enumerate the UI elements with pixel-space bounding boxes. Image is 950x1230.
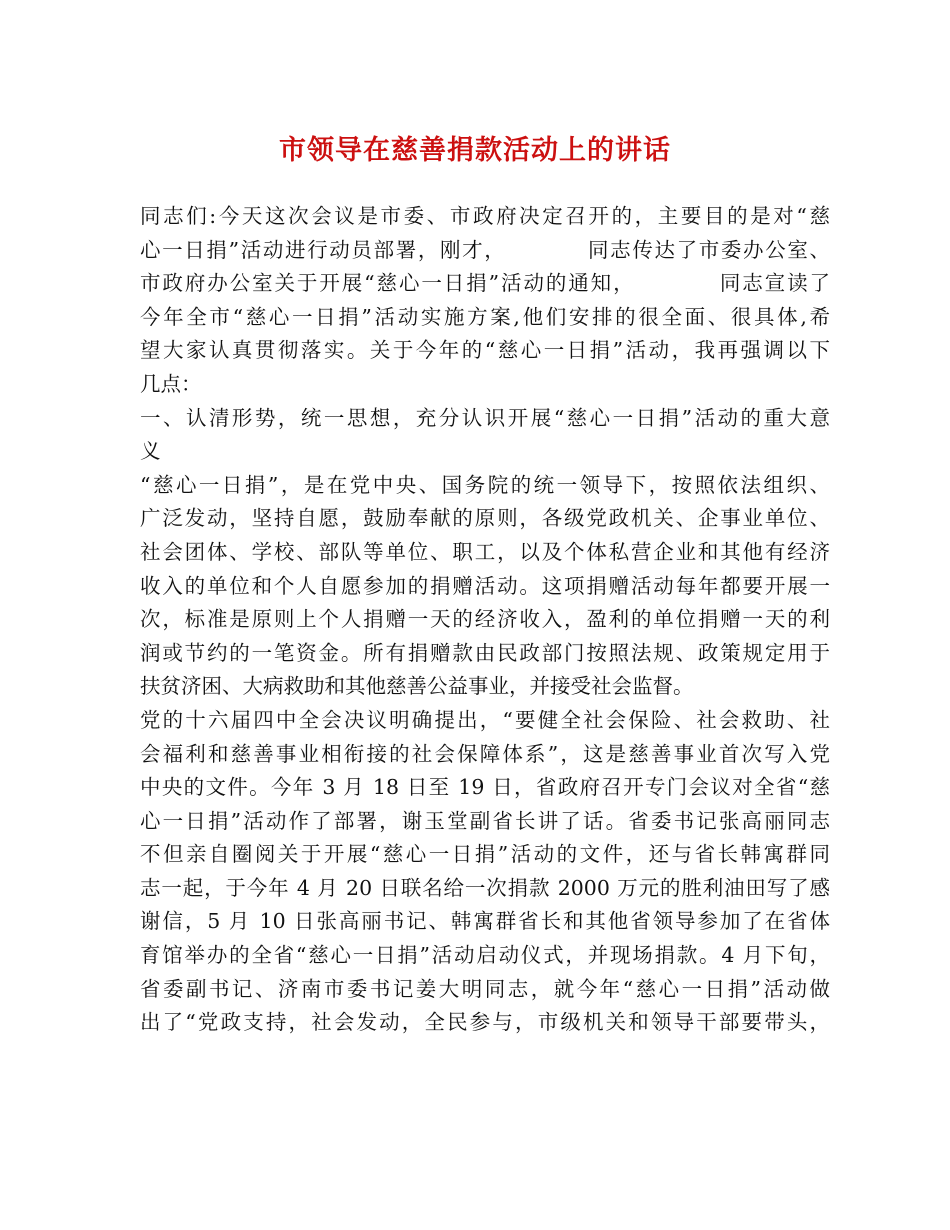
body-line: 望大家认真贯彻落实。关于今年的“慈心一日捐”活动，我再强调以下 [140,338,830,363]
body-line: 收入的单位和个人自愿参加的捐赠活动。这项捐赠活动每年都要开展一 [140,573,830,598]
body-line: 社会团体、学校、部队等单位、职工，以及个体私营企业和其他有经济 [140,539,830,564]
section-heading: 一、认清形势，统一思想，充分认识开展“慈心一日捐”活动的重大意 [140,405,830,430]
body-line: 同志们:今天这次会议是市委、市政府决定召开的，主要目的是对“慈 [140,204,830,228]
body-line: 谢信，5 月 10 日张高丽书记、韩寓群省长和其他省领导参加了在省体 [140,909,830,934]
body-line: 广泛发动，坚持自愿，鼓励奉献的原则，各级党政机关、企事业单位、 [140,506,830,531]
body-line: 扶贫济困、大病救助和其他慈善公益事业，并接受社会监督。 [140,674,694,699]
body-line: 今年全市“慈心一日捐”活动实施方案,他们安排的很全面、很具体,希 [140,304,830,329]
body-line: 出了“党政支持，社会发动，全民参与，市级机关和领导干部要带头， [140,1010,830,1035]
body-line: 几点： [140,371,202,396]
body-line: 育馆举办的全省“慈心一日捐”活动启动仪式，并现场捐款。4 月下旬， [140,943,830,968]
body-line: 中央的文件。今年 3 月 18 日至 19 日，省政府召开专门会议对全省“慈 [140,775,830,800]
body-line: 市政府办公室关于开展“慈心一日捐”活动的通知， 同志宣读了 [140,271,830,296]
body-line: 省委副书记、济南市委书记姜大明同志，就今年“慈心一日捐”活动做 [140,976,830,1001]
section-heading: 义 [140,439,161,464]
document-title: 市领导在慈善捐款活动上的讲话 [279,135,671,166]
body-line: 次，标准是原则上个人捐赠一天的经济收入，盈利的单位捐赠一天的利 [140,607,830,632]
body-line: 心一日捐”活动进行动员部署，刚才， 同志传达了市委办公室、 [140,237,830,262]
body-line: 润或节约的一笔资金。所有捐赠款由民政部门按照法规、政策规定用于 [140,640,830,665]
body-line: 志一起，于今年 4 月 20 日联名给一次捐款 2000 万元的胜利油田写了感 [140,875,830,900]
body-line: “慈心一日捐”，是在党中央、国务院的统一领导下，按照依法组织、 [140,472,830,497]
document-body [140,200,830,1040]
body-line: 会福利和慈善事业相衔接的社会保障体系”，这是慈善事业首次写入党 [140,741,830,766]
body-line: 不但亲自圈阅关于开展“慈心一日捐”活动的文件，还与省长韩寓群同 [140,842,830,867]
body-line: 党的十六届四中全会决议明确提出，“要健全社会保险、社会救助、社 [140,707,830,732]
body-line: 心一日捐”活动作了部署，谢玉堂副省长讲了话。省委书记张高丽同志 [140,808,830,833]
